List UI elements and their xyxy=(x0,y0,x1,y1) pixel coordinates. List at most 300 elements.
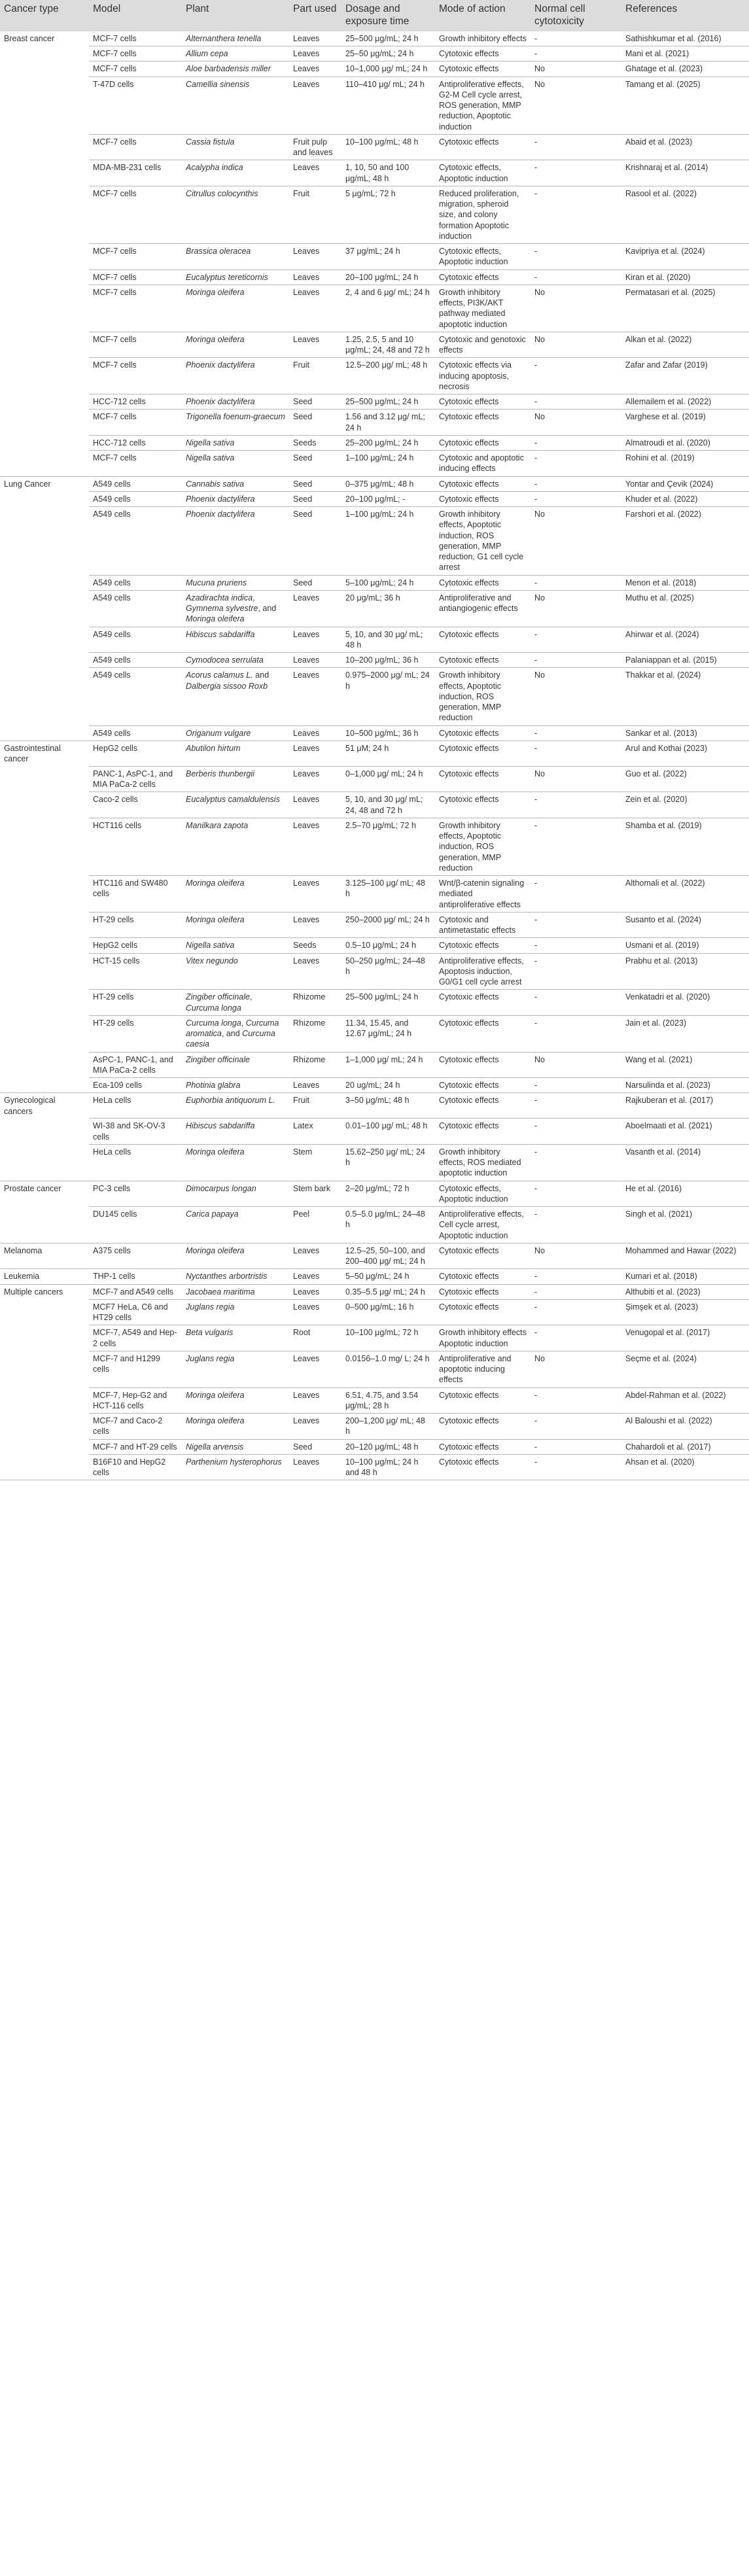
cell-reference: Abaid et al. (2023) xyxy=(621,134,749,160)
cell-dosage: 25–500 μg/mL; 24 h xyxy=(341,31,435,46)
cell-mode-of-action: Cytotoxic effects xyxy=(435,1439,531,1454)
cancer-type-spacer xyxy=(0,160,89,186)
cell-plant: Zingiber officinale, Curcuma longa xyxy=(182,990,289,1016)
cell-mode-of-action: Antiproliferative effects, Cell cycle arrest, Apoptotic induction xyxy=(435,1207,531,1244)
cell-model: HCT116 cells xyxy=(89,818,182,875)
cell-model: B16F10 and HepG2 cells xyxy=(89,1454,182,1480)
cancer-type-spacer xyxy=(0,1207,89,1244)
cell-model: HCC-712 cells xyxy=(89,435,182,450)
cell-normal-cytotoxicity: - xyxy=(531,1284,621,1299)
table-row xyxy=(0,1052,749,1078)
cell-model: HT-29 cells xyxy=(89,990,182,1016)
cell-plant: Nigella sativa xyxy=(182,435,289,450)
cancer-type-spacer xyxy=(0,1414,89,1440)
cell-reference: Prabhu et al. (2013) xyxy=(621,953,749,990)
cell-part-used: Leaves xyxy=(289,244,341,270)
cell-normal-cytotoxicity: No xyxy=(531,285,621,332)
cell-mode-of-action: Cytotoxic effects xyxy=(435,1269,531,1284)
cell-mode-of-action: Cytotoxic and apoptotic inducing effects xyxy=(435,451,531,477)
cell-dosage: 20 ug/mL; 24 h xyxy=(341,1078,435,1093)
cell-dosage: 10–100 μg/mL; 48 h xyxy=(341,134,435,160)
cell-mode-of-action: Growth inhibitory effects, PI3K/AKT pathway mediated apoptotic induction xyxy=(435,285,531,332)
cell-plant: Parthenium hysterophorus xyxy=(182,1454,289,1480)
cell-normal-cytotoxicity: - xyxy=(531,491,621,506)
cell-mode-of-action: Growth inhibitory effects, Apoptotic induction, ROS generation, MMP reduction, G1 cell cycle arrest xyxy=(435,507,531,576)
cell-reference: He et al. (2016) xyxy=(621,1181,749,1207)
table-row xyxy=(0,1284,749,1299)
cell-mode-of-action: Cytotoxic effects xyxy=(435,46,531,61)
cell-part-used: Leaves xyxy=(289,1078,341,1093)
cancer-type-spacer xyxy=(0,270,89,285)
cell-reference: Ghatage et al. (2023) xyxy=(621,61,749,77)
cancer-type-spacer xyxy=(0,627,89,653)
cancer-type-spacer xyxy=(0,653,89,668)
cell-part-used: Fruit xyxy=(289,358,341,394)
cell-dosage: 200–1,200 μg/ mL; 48 h xyxy=(341,1414,435,1440)
cell-model: MCF-7 cells xyxy=(89,244,182,270)
table-row xyxy=(0,876,749,913)
table-row xyxy=(0,1078,749,1093)
cell-reference: Şimşek et al. (2023) xyxy=(621,1299,749,1325)
table-row xyxy=(0,1243,749,1269)
cell-dosage: 25–50 μg/mL; 24 h xyxy=(341,46,435,61)
cell-model: MCF-7 and Caco-2 cells xyxy=(89,1414,182,1440)
cancer-type-spacer xyxy=(0,725,89,740)
table-row xyxy=(0,1299,749,1325)
cell-plant: Vitex negundo xyxy=(182,953,289,990)
cell-reference: Varghese et al. (2019) xyxy=(621,409,749,436)
table-row xyxy=(0,394,749,409)
cell-reference: Zein et al. (2020) xyxy=(621,792,749,818)
cell-normal-cytotoxicity: - xyxy=(531,270,621,285)
cell-part-used: Seed xyxy=(289,575,341,590)
cell-mode-of-action: Wnt/β-catenin signaling mediated antiproliferative effects xyxy=(435,876,531,913)
cell-normal-cytotoxicity: No xyxy=(531,77,621,134)
table-row xyxy=(0,285,749,332)
table-row xyxy=(0,725,749,740)
cell-normal-cytotoxicity: No xyxy=(531,1052,621,1078)
cell-dosage: 6.51, 4.75, and 3.54 μg/mL; 28 h xyxy=(341,1387,435,1414)
cell-part-used: Leaves xyxy=(289,818,341,875)
cell-reference: Shamba et al. (2019) xyxy=(621,818,749,875)
cell-dosage: 25–500 μg/mL; 24 h xyxy=(341,990,435,1016)
cancer-type-spacer xyxy=(0,818,89,875)
cell-model: HepG2 cells xyxy=(89,740,182,766)
cell-dosage: 20–100 μg/mL; 24 h xyxy=(341,270,435,285)
cell-mode-of-action: Growth inhibitory effects, ROS mediated apoptotic induction xyxy=(435,1144,531,1181)
cancer-type-spacer xyxy=(0,876,89,913)
cell-part-used: Leaves xyxy=(289,1284,341,1299)
cell-dosage: 50–250 μg/mL; 24–48 h xyxy=(341,953,435,990)
cell-part-used: Seeds xyxy=(289,938,341,953)
cell-normal-cytotoxicity: - xyxy=(531,990,621,1016)
cell-part-used: Leaves xyxy=(289,953,341,990)
cell-model: THP-1 cells xyxy=(89,1269,182,1284)
cell-plant: Carica papaya xyxy=(182,1207,289,1244)
cell-part-used: Leaves xyxy=(289,160,341,186)
table-row xyxy=(0,507,749,576)
cell-normal-cytotoxicity: No xyxy=(531,1351,621,1387)
cell-model: A549 cells xyxy=(89,575,182,590)
cancer-type-spacer xyxy=(0,1144,89,1181)
cell-model: HeLa cells xyxy=(89,1093,182,1119)
cell-plant: Juglans regia xyxy=(182,1299,289,1325)
cell-mode-of-action: Cytotoxic and antimetastatic effects xyxy=(435,912,531,938)
table-row xyxy=(0,938,749,953)
cell-part-used: Leaves xyxy=(289,332,341,358)
cell-reference: Muthu et al. (2025) xyxy=(621,590,749,627)
cell-model: A375 cells xyxy=(89,1243,182,1269)
cell-dosage: 0.01–100 μg/ mL; 48 h xyxy=(341,1119,435,1145)
cell-mode-of-action: Cytotoxic effects, Apoptotic induction xyxy=(435,160,531,186)
cell-part-used: Fruit xyxy=(289,1093,341,1119)
cell-mode-of-action: Cytotoxic effects, Apoptotic induction xyxy=(435,244,531,270)
cell-part-used: Leaves xyxy=(289,876,341,913)
cell-reference: Almatroudi et al. (2020) xyxy=(621,435,749,450)
cell-model: HeLa cells xyxy=(89,1144,182,1181)
cell-dosage: 15.62–250 μg/ mL; 24 h xyxy=(341,1144,435,1181)
cell-plant: Beta vulgaris xyxy=(182,1325,289,1351)
cancer-type-spacer xyxy=(0,409,89,436)
cell-dosage: 25–500 μg/mL; 24 h xyxy=(341,394,435,409)
cell-normal-cytotoxicity: - xyxy=(531,740,621,766)
cancer-type-spacer xyxy=(0,1052,89,1078)
cell-part-used: Leaves xyxy=(289,1243,341,1269)
table-row xyxy=(0,1269,749,1284)
cell-reference: Ahirwar et al. (2024) xyxy=(621,627,749,653)
cell-model: MCF-7 cells xyxy=(89,186,182,243)
cell-dosage: 1–100 μg/mL; 24 h xyxy=(341,507,435,576)
cell-mode-of-action: Cytotoxic effects xyxy=(435,575,531,590)
cell-model: MCF-7 cells xyxy=(89,46,182,61)
cell-reference: Wang et al. (2021) xyxy=(621,1052,749,1078)
cell-plant: Origanum vulgare xyxy=(182,725,289,740)
cell-reference: Mani et al. (2021) xyxy=(621,46,749,61)
cell-normal-cytotoxicity: - xyxy=(531,1093,621,1119)
cell-reference: Aboelmaati et al. (2021) xyxy=(621,1119,749,1145)
cell-plant: Moringa oleifera xyxy=(182,1144,289,1181)
cell-part-used: Seed xyxy=(289,507,341,576)
cancer-type-spacer xyxy=(0,491,89,506)
cell-part-used: Leaves xyxy=(289,627,341,653)
cell-mode-of-action: Cytotoxic effects via inducing apoptosis, necrosis xyxy=(435,358,531,394)
cell-normal-cytotoxicity: - xyxy=(531,358,621,394)
table-row xyxy=(0,1093,749,1119)
table-row xyxy=(0,476,749,491)
cell-dosage: 10–200 μg/mL; 36 h xyxy=(341,653,435,668)
cell-reference: Venkatadri et al. (2020) xyxy=(621,990,749,1016)
cell-part-used: Leaves xyxy=(289,1414,341,1440)
cell-mode-of-action: Cytotoxic effects, Apoptotic induction xyxy=(435,1181,531,1207)
cell-reference: Vasanth et al. (2014) xyxy=(621,1144,749,1181)
cell-mode-of-action: Cytotoxic effects xyxy=(435,627,531,653)
cell-model: Eca-109 cells xyxy=(89,1078,182,1093)
cell-dosage: 1.56 and 3.12 μg/ mL; 24 h xyxy=(341,409,435,436)
cell-mode-of-action: Cytotoxic effects xyxy=(435,1119,531,1145)
cancer-type-spacer xyxy=(0,590,89,627)
cell-normal-cytotoxicity: - xyxy=(531,435,621,450)
cell-part-used: Seed xyxy=(289,476,341,491)
cell-plant: Jacobaea maritima xyxy=(182,1284,289,1299)
cell-mode-of-action: Cytotoxic effects xyxy=(435,990,531,1016)
cancer-type-spacer xyxy=(0,46,89,61)
cancer-type-spacer xyxy=(0,792,89,818)
cell-mode-of-action: Cytotoxic effects xyxy=(435,740,531,766)
cell-model: MCF-7 and H1299 cells xyxy=(89,1351,182,1387)
cell-reference: Yontar and Çevik (2024) xyxy=(621,476,749,491)
cell-mode-of-action: Cytotoxic effects xyxy=(435,1078,531,1093)
cancer-type-spacer xyxy=(0,358,89,394)
cancer-type-spacer xyxy=(0,332,89,358)
cancer-type-spacer xyxy=(0,77,89,134)
cell-reference: Singh et al. (2021) xyxy=(621,1207,749,1244)
table-row xyxy=(0,409,749,436)
table-row xyxy=(0,1181,749,1207)
cancer-type-cell: Multiple cancers xyxy=(4,1287,63,1297)
cell-dosage: 0.35–5.5 μg/ mL; 24 h xyxy=(341,1284,435,1299)
cancer-type-spacer xyxy=(0,1299,89,1325)
cell-plant: Curcuma longa, Curcuma aromatica, and Curcuma caesia xyxy=(182,1015,289,1052)
table-row xyxy=(0,766,749,792)
table-row xyxy=(0,358,749,394)
table-row xyxy=(0,990,749,1016)
cell-dosage: 2.5–70 μg/mL; 72 h xyxy=(341,818,435,875)
cancer-type-spacer xyxy=(0,507,89,576)
cell-plant: Juglans regia xyxy=(182,1351,289,1387)
cell-normal-cytotoxicity: - xyxy=(531,1325,621,1351)
cell-part-used: Seeds xyxy=(289,435,341,450)
cell-plant: Nigella sativa xyxy=(182,938,289,953)
cell-model: MCF-7 cells xyxy=(89,134,182,160)
cell-normal-cytotoxicity: - xyxy=(531,1269,621,1284)
cell-normal-cytotoxicity: - xyxy=(531,1207,621,1244)
cell-normal-cytotoxicity: - xyxy=(531,792,621,818)
cell-plant: Moringa oleifera xyxy=(182,285,289,332)
table-row xyxy=(0,668,749,725)
cell-part-used: Leaves xyxy=(289,285,341,332)
cell-plant: Cannabis sativa xyxy=(182,476,289,491)
cell-dosage: 0–500 μg/mL; 16 h xyxy=(341,1299,435,1325)
cell-dosage: 5 μg/mL; 72 h xyxy=(341,186,435,243)
cell-dosage: 10–100 μg/mL; 24 h and 48 h xyxy=(341,1454,435,1480)
cell-mode-of-action: Cytotoxic effects xyxy=(435,435,531,450)
cell-dosage: 20–120 μg/mL; 48 h xyxy=(341,1439,435,1454)
cell-model: PC-3 cells xyxy=(89,1181,182,1207)
cell-plant: Abutilon hirtum xyxy=(182,740,289,766)
cell-reference: Rasool et al. (2022) xyxy=(621,186,749,243)
cell-dosage: 110–410 μg/ mL; 24 h xyxy=(341,77,435,134)
cell-model: AsPC-1, PANC-1, and MIA PaCa-2 cells xyxy=(89,1052,182,1078)
table-row xyxy=(0,244,749,270)
table-row xyxy=(0,1119,749,1145)
cell-part-used: Peel xyxy=(289,1207,341,1244)
cell-normal-cytotoxicity: No xyxy=(531,668,621,725)
cell-plant: Trigonella foenum-graecum xyxy=(182,409,289,436)
cell-mode-of-action: Growth inhibitory effects xyxy=(435,31,531,46)
cell-plant: Phoenix dactylifera xyxy=(182,394,289,409)
table-row xyxy=(0,1351,749,1387)
cell-dosage: 10–500 μg/mL; 36 h xyxy=(341,725,435,740)
cancer-type-spacer xyxy=(0,1325,89,1351)
cell-plant: Moringa oleifera xyxy=(182,1414,289,1440)
table-row xyxy=(0,818,749,875)
cell-part-used: Fruit xyxy=(289,186,341,243)
cell-reference: Venugopal et al. (2017) xyxy=(621,1325,749,1351)
table-row xyxy=(0,77,749,134)
cell-plant: Photinia glabra xyxy=(182,1078,289,1093)
cell-normal-cytotoxicity: - xyxy=(531,876,621,913)
cell-plant: Berberis thunbergii xyxy=(182,766,289,792)
cell-normal-cytotoxicity: - xyxy=(531,1119,621,1145)
cell-model: MCF-7, A549 and Hep-2 cells xyxy=(89,1325,182,1351)
cell-part-used: Rhizome xyxy=(289,1015,341,1052)
cell-part-used: Leaves xyxy=(289,912,341,938)
cancer-type-spacer xyxy=(0,61,89,77)
cell-reference: Chahardoli et al. (2017) xyxy=(621,1439,749,1454)
header-references: References xyxy=(621,0,749,31)
cell-dosage: 37 μg/mL; 24 h xyxy=(341,244,435,270)
cell-reference: Jain et al. (2023) xyxy=(621,1015,749,1052)
cell-mode-of-action: Cytotoxic effects xyxy=(435,491,531,506)
cell-model: MCF-7 cells xyxy=(89,332,182,358)
table-row xyxy=(0,1325,749,1351)
cell-plant: Phoenix dactylifera xyxy=(182,491,289,506)
table-row xyxy=(0,627,749,653)
cell-normal-cytotoxicity: - xyxy=(531,1299,621,1325)
cell-normal-cytotoxicity: No xyxy=(531,1243,621,1269)
cell-model: HTC116 and SW480 cells xyxy=(89,876,182,913)
cell-reference: Susanto et al. (2024) xyxy=(621,912,749,938)
cell-mode-of-action: Cytotoxic effects xyxy=(435,1093,531,1119)
cell-mode-of-action: Antiproliferative effects, Apoptosis induction, G0/G1 cell cycle arrest xyxy=(435,953,531,990)
cell-normal-cytotoxicity: - xyxy=(531,1015,621,1052)
cell-normal-cytotoxicity: - xyxy=(531,627,621,653)
table-row xyxy=(0,61,749,77)
cell-reference: Farshori et al. (2022) xyxy=(621,507,749,576)
cell-plant: Hibiscus sabdariffa xyxy=(182,627,289,653)
cancer-type-cell: Breast cancer xyxy=(4,33,55,43)
cell-reference: Alkan et al. (2022) xyxy=(621,332,749,358)
cell-part-used: Leaves xyxy=(289,668,341,725)
cancer-type-spacer xyxy=(0,1351,89,1387)
cell-mode-of-action: Cytotoxic effects xyxy=(435,409,531,436)
cell-mode-of-action: Growth inhibitory effects Apoptotic induction xyxy=(435,1325,531,1351)
table-row xyxy=(0,1387,749,1414)
table-row xyxy=(0,653,749,668)
cell-normal-cytotoxicity: - xyxy=(531,818,621,875)
cell-reference: Krishnaraj et al. (2014) xyxy=(621,160,749,186)
cell-dosage: 5, 10, and 30 μg/ mL; 48 h xyxy=(341,627,435,653)
cell-model: A549 cells xyxy=(89,668,182,725)
cell-dosage: 3.125–100 μg/ mL; 48 h xyxy=(341,876,435,913)
cell-plant: Manilkara zapota xyxy=(182,818,289,875)
cell-normal-cytotoxicity: - xyxy=(531,476,621,491)
cell-reference: Narsulinda et al. (2023) xyxy=(621,1078,749,1093)
cell-plant: Nyctanthes arbortristis xyxy=(182,1269,289,1284)
cancer-type-spacer xyxy=(0,1439,89,1454)
cell-mode-of-action: Cytotoxic effects xyxy=(435,1414,531,1440)
cell-normal-cytotoxicity: - xyxy=(531,953,621,990)
cancer-type-spacer xyxy=(0,134,89,160)
cell-dosage: 0–1,000 μg/ mL; 24 h xyxy=(341,766,435,792)
cell-model: A549 cells xyxy=(89,627,182,653)
cell-dosage: 20–100 μg/mL; - xyxy=(341,491,435,506)
cell-dosage: 0.0156–1.0 mg/ L; 24 h xyxy=(341,1351,435,1387)
cell-mode-of-action: Cytotoxic effects xyxy=(435,394,531,409)
cell-plant: Allium cepa xyxy=(182,46,289,61)
cell-reference: Usmani et al. (2019) xyxy=(621,938,749,953)
cell-mode-of-action: Cytotoxic effects xyxy=(435,270,531,285)
cell-normal-cytotoxicity: - xyxy=(531,1454,621,1480)
header-plant: Plant xyxy=(182,0,289,31)
cell-mode-of-action: Cytotoxic effects xyxy=(435,792,531,818)
cell-model: MCF7 HeLa, C6 and HT29 cells xyxy=(89,1299,182,1325)
table-row xyxy=(0,46,749,61)
cell-dosage: 5–100 μg/mL; 24 h xyxy=(341,575,435,590)
table-row xyxy=(0,575,749,590)
cell-model: MCF-7 cells xyxy=(89,31,182,46)
cell-part-used: Rhizome xyxy=(289,1052,341,1078)
cell-normal-cytotoxicity: - xyxy=(531,1414,621,1440)
cell-dosage: 12.5–25, 50–100, and 200–400 μg/ mL; 24 h xyxy=(341,1243,435,1269)
cell-mode-of-action: Cytotoxic effects xyxy=(435,1284,531,1299)
cell-part-used: Leaves xyxy=(289,740,341,766)
cell-reference: Sankar et al. (2013) xyxy=(621,725,749,740)
header-model: Model xyxy=(89,0,182,31)
cell-dosage: 0–375 μg/mL; 48 h xyxy=(341,476,435,491)
cell-dosage: 0.5–5.0 μg/mL; 24–48 h xyxy=(341,1207,435,1244)
cell-part-used: Leaves xyxy=(289,77,341,134)
cell-model: MCF-7 cells xyxy=(89,358,182,394)
cell-reference: Mohammed and Hawar (2022) xyxy=(621,1243,749,1269)
cell-model: MDA-MB-231 cells xyxy=(89,160,182,186)
table-row xyxy=(0,31,749,46)
cell-model: A549 cells xyxy=(89,590,182,627)
cancer-type-spacer xyxy=(0,938,89,953)
table-row xyxy=(0,332,749,358)
table-row xyxy=(0,270,749,285)
cell-part-used: Seed xyxy=(289,409,341,436)
cell-model: MCF-7 cells xyxy=(89,409,182,436)
cancer-type-spacer xyxy=(0,451,89,477)
table-row xyxy=(0,186,749,243)
cell-model: WI-38 and SK-OV-3 cells xyxy=(89,1119,182,1145)
cell-reference: Permatasari et al. (2025) xyxy=(621,285,749,332)
table-row xyxy=(0,590,749,627)
cell-plant: Cassia fistula xyxy=(182,134,289,160)
cell-mode-of-action: Cytotoxic effects xyxy=(435,1243,531,1269)
table-row xyxy=(0,1207,749,1244)
cell-dosage: 10–100 μg/mL; 72 h xyxy=(341,1325,435,1351)
cell-part-used: Leaves xyxy=(289,1269,341,1284)
cell-dosage: 11.34, 15.45, and 12.67 μg/mL; 24 h xyxy=(341,1015,435,1052)
cell-normal-cytotoxicity: - xyxy=(531,1181,621,1207)
cell-plant: Phoenix dactylifera xyxy=(182,358,289,394)
cell-dosage: 0.5–10 μg/mL; 24 h xyxy=(341,938,435,953)
cell-model: MCF-7 and HT-29 cells xyxy=(89,1439,182,1454)
cell-reference: Rohini et al. (2019) xyxy=(621,451,749,477)
cell-reference: Althomali et al. (2022) xyxy=(621,876,749,913)
cell-reference: Khuder et al. (2022) xyxy=(621,491,749,506)
cell-mode-of-action: Cytotoxic effects xyxy=(435,653,531,668)
cell-model: HT-29 cells xyxy=(89,1015,182,1052)
cell-mode-of-action: Cytotoxic effects xyxy=(435,938,531,953)
cell-normal-cytotoxicity: - xyxy=(531,938,621,953)
cell-reference: Allemailem et al. (2022) xyxy=(621,394,749,409)
cell-dosage: 1–100 μg/mL; 24 h xyxy=(341,451,435,477)
cell-part-used: Leaves xyxy=(289,1351,341,1387)
cell-model: A549 cells xyxy=(89,491,182,506)
